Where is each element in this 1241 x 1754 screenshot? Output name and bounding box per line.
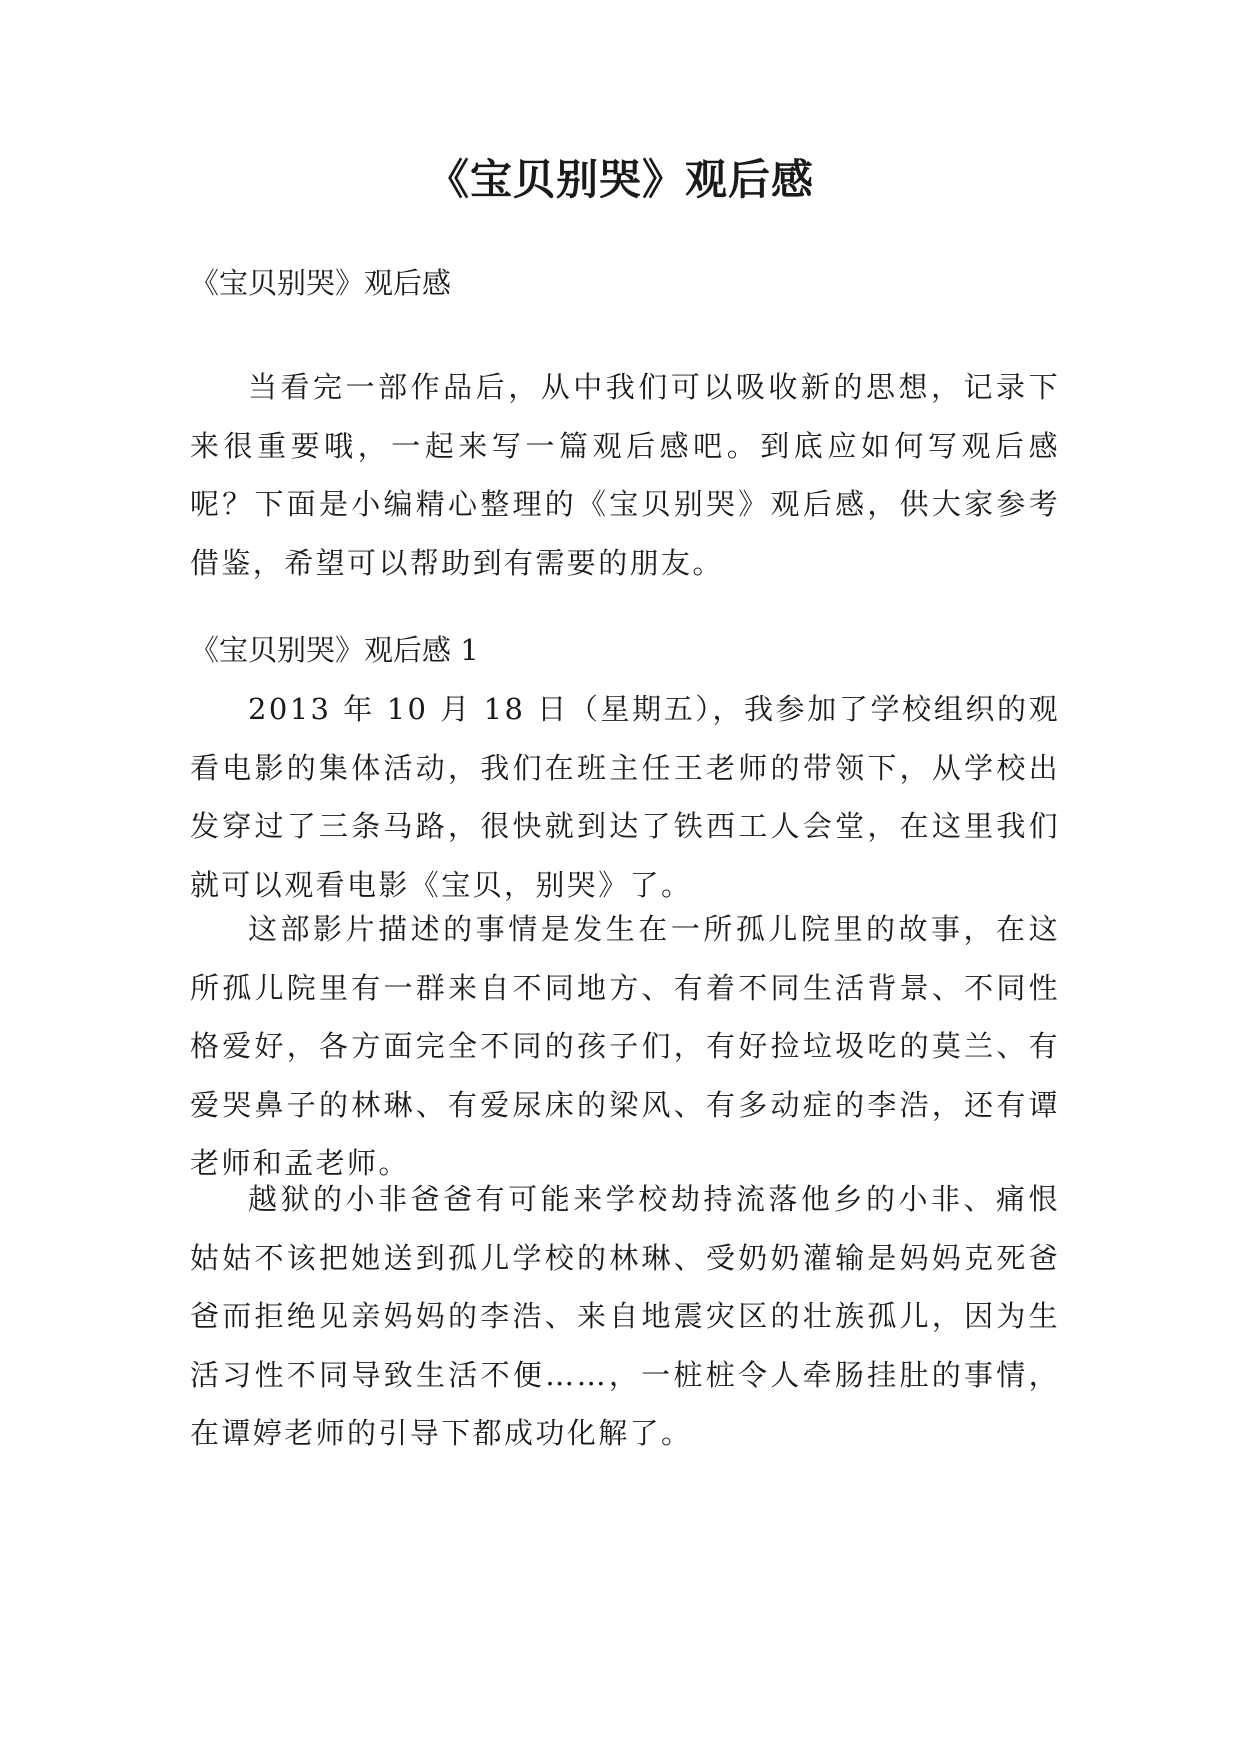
document-subtitle: 《宝贝别哭》观后感 bbox=[190, 266, 452, 300]
body-paragraph-1: 2013 年 10 月 18 日（星期五），我参加了学校组织的观看电影的集体活动，我们在班主任王老师的带领下，从学校出发穿过了三条马路，很快就到达了铁西工人会堂，在这里我们就可以观看电影《宝贝，别哭》了。 bbox=[190, 692, 1060, 902]
body-paragraph-3: 越狱的小非爸爸有可能来学校劫持流落他乡的小非、痛恨姑姑不该把她送到孤儿学校的林琳、受奶奶灌输是妈妈克死爸爸而拒绝见亲妈妈的李浩、来自地震灾区的壮族孤儿，因为生活习性不同导致生活不便……，一桩桩令人牵肠挂肚的事情，在谭婷老师的引导下都成功化解了。 bbox=[190, 1182, 1060, 1450]
intro-paragraph: 当看完一部作品后，从中我们可以吸收新的思想，记录下来很重要哦，一起来写一篇观后感吧。到底应如何写观后感呢？下面是小编精心整理的《宝贝别哭》观后感，供大家参考借鉴，希望可以帮助到有需要的朋友。 bbox=[190, 370, 1060, 580]
document-title: 《宝贝别哭》观后感 bbox=[426, 155, 814, 204]
section-heading-1: 《宝贝别哭》观后感 1 bbox=[190, 633, 479, 667]
body-paragraph-2: 这部影片描述的事情是发生在一所孤儿院里的故事，在这所孤儿院里有一群来自不同地方、有着不同生活背景、不同性格爱好，各方面完全不同的孩子们，有好捡垃圾吃的莫兰、有爱哭鼻子的林琳、有爱尿床的梁风、有多动症的李浩，还有谭老师和孟老师。 bbox=[190, 912, 1060, 1180]
